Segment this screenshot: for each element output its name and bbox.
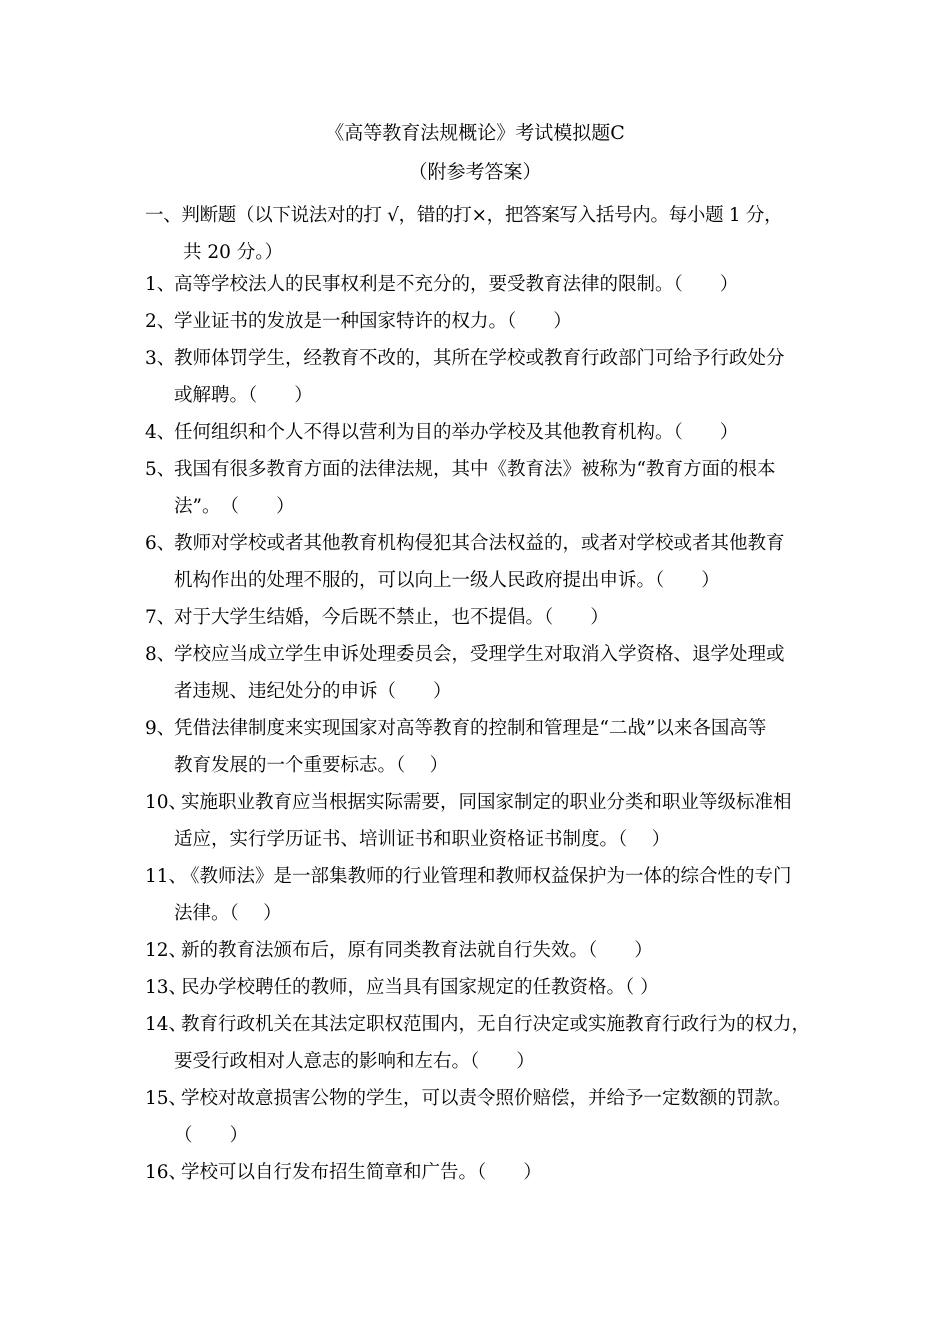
question-line: 或解聘。（ ） [174, 385, 313, 406]
question-text [145, 1154, 815, 1191]
question-line: 教师对学校或者其他教育机构侵犯其合法权益的，或者对学校或者其他教育 [174, 533, 785, 554]
question-line: 教育行政机关在其法定职权范围内，无自行决定或实施教育行政行为的权力， [181, 1014, 811, 1035]
question-number: 6、 [145, 533, 176, 554]
question-item [145, 636, 815, 710]
question-text [145, 784, 815, 858]
question-line: 适应，实行学历证书、培训证书和职业资格证书制度。（ ） [174, 829, 671, 850]
question-item [145, 451, 815, 525]
question-number: 1、 [145, 274, 176, 295]
question-item [145, 414, 815, 451]
question-line: 学业证书的发放是一种国家特许的权力。（ ） [174, 311, 572, 332]
question-text [145, 414, 815, 451]
question-text [145, 525, 815, 599]
question-text [145, 451, 815, 525]
question-text [145, 340, 815, 414]
question-number: 11、 [145, 866, 188, 887]
question-line: 教育发展的一个重要标志。（ ） [174, 755, 449, 776]
question-item [145, 525, 815, 599]
question-number: 15、 [145, 1088, 188, 1109]
question-line: 新的教育法颁布后，原有同类教育法就自行失效。（ ） [181, 940, 653, 961]
question-number: 9、 [145, 718, 176, 739]
question-item [145, 1154, 815, 1191]
question-number: 13、 [145, 977, 188, 998]
question-text [145, 969, 815, 1006]
question-item [145, 1006, 815, 1080]
question-text [145, 932, 815, 969]
document-subtitle: （附参考答案） [408, 161, 542, 183]
question-line: 要受行政相对人意志的影响和左右。（ ） [174, 1051, 535, 1072]
question-text [145, 599, 815, 636]
question-item [145, 710, 815, 784]
question-text [145, 1006, 815, 1080]
question-line: 机构作出的处理不服的，可以向上一级人民政府提出申诉。（ ） [174, 570, 720, 591]
question-line: 学校对故意损害公物的学生，可以责令照价赔偿，并给予一定数额的罚款。 [181, 1088, 792, 1109]
question-text [145, 1080, 815, 1154]
question-number: 8、 [145, 644, 176, 665]
question-number: 2、 [145, 311, 176, 332]
question-item [145, 1080, 815, 1154]
question-line: 我国有很多教育方面的法律法规，其中《教育法》被称为“教育方面的根本 [174, 459, 776, 480]
question-line: 法”。 （ ） [174, 496, 295, 517]
question-number: 12、 [145, 940, 188, 961]
question-item [145, 599, 815, 636]
question-line: 高等学校法人的民事权利是不充分的，要受教育法律的限制。（ ） [174, 274, 739, 295]
section-heading-line-1: 一、判断题（以下说法对的打 √，错的打×，把答案写入括号内。每小题 1 分， [145, 205, 783, 226]
question-number: 4、 [145, 422, 176, 443]
question-item [145, 784, 815, 858]
question-line: 者违规、违纪处分的申诉（ ） [174, 681, 452, 702]
question-line: 学校应当成立学生申诉处理委员会，受理学生对取消入学资格、退学处理或 [174, 644, 785, 665]
question-line: （ ） [174, 1125, 249, 1146]
question-item [145, 340, 815, 414]
question-text [145, 636, 815, 710]
question-number: 7、 [145, 607, 176, 628]
section-heading [145, 197, 815, 271]
question-line: 《教师法》是一部集教师的行业管理和教师权益保护为一体的综合性的专门 [181, 866, 792, 887]
question-line: 任何组织和个人不得以营利为目的举办学校及其他教育机构。（ ） [174, 422, 739, 443]
section-heading-line-2: 共 20 分。） [183, 242, 284, 263]
question-number: 3、 [145, 348, 176, 369]
question-list [145, 266, 815, 1191]
question-text [145, 266, 815, 303]
question-item [145, 969, 815, 1006]
document-title: 《高等教育法规概论》考试模拟题C [325, 122, 625, 144]
question-item [145, 303, 815, 340]
question-line: 法律。（ ） [174, 903, 282, 924]
question-line: 学校可以自行发布招生简章和广告。（ ） [181, 1162, 542, 1183]
question-line: 民办学校聘任的教师，应当具有国家规定的任教资格。（ ） [181, 977, 659, 998]
question-number: 14、 [145, 1014, 188, 1035]
question-line: 对于大学生结婚，今后既不禁止，也不提倡。（ ） [174, 607, 609, 628]
question-text [145, 303, 815, 340]
question-number: 5、 [145, 459, 176, 480]
question-item [145, 266, 815, 303]
question-text [145, 710, 815, 784]
question-line: 实施职业教育应当根据实际需要，同国家制定的职业分类和职业等级标准相 [181, 792, 792, 813]
question-number: 16、 [145, 1162, 188, 1183]
question-text [145, 858, 815, 932]
question-item [145, 932, 815, 969]
question-item [145, 858, 815, 932]
question-number: 10、 [145, 792, 188, 813]
question-line: 凭借法律制度来实现国家对高等教育的控制和管理是“二战”以来各国高等 [174, 718, 767, 739]
question-line: 教师体罚学生，经教育不改的，其所在学校或教育行政部门可给予行政处分 [174, 348, 785, 369]
